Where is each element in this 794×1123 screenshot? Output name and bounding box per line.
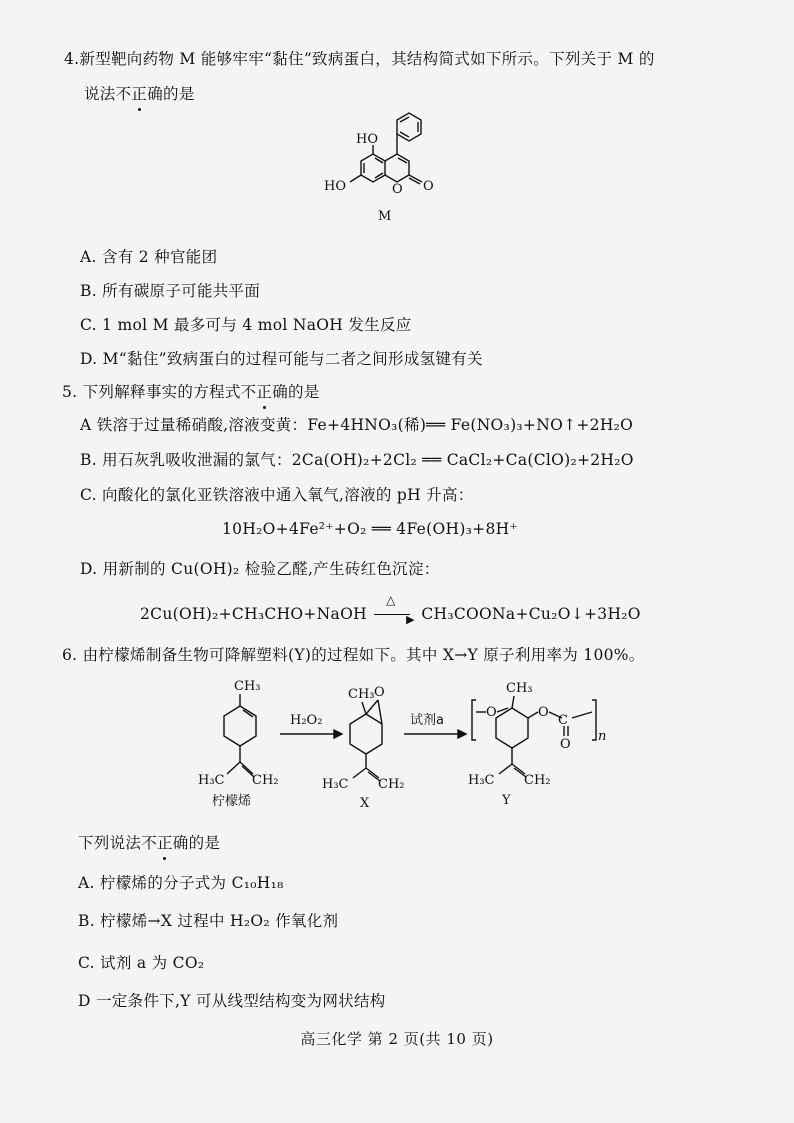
q4-stem-line2 xyxy=(84,83,195,105)
q6-sub-stem xyxy=(78,832,220,854)
q4-option-a: A. 含有 2 种官能团 xyxy=(80,248,218,266)
x-h3c-label: H₃C xyxy=(322,777,349,792)
hydroxyl-label-left: HO xyxy=(324,179,346,194)
ring-oxygen-label: O xyxy=(392,182,403,197)
hydroxyl-label-top: HO xyxy=(356,132,378,147)
epoxide-x-structure xyxy=(322,685,405,811)
y-ch3-label: CH₃ xyxy=(506,681,533,696)
x-ch3-label: CH₃ xyxy=(348,687,375,702)
q4-stem-pre: 说法 xyxy=(84,85,116,103)
q5-option-d-equation xyxy=(140,593,641,626)
q6-sub-stem-pre: 下列说法 xyxy=(78,834,142,852)
q4-option-d: D. M“黏住”致病蛋白的过程可能与二者之间形成氢键有关 xyxy=(80,350,483,368)
reaction-scheme xyxy=(190,678,610,813)
y-name: Y xyxy=(502,793,511,808)
x-oxygen-label: O xyxy=(374,685,385,700)
q5-option-a: A 铁溶于过量稀硝酸,溶液变黄：Fe+4HNO₃(稀)══ Fe(NO₃)₃+NO↑+2H₂O xyxy=(80,416,634,434)
reaction-arrow: △ ▶ xyxy=(372,605,416,625)
page-footer: 高三化学 第 2 页(共 10 页) xyxy=(300,1030,494,1048)
y-carbonyl-c: C xyxy=(558,713,568,728)
reagent-h2o2: H₂O₂ xyxy=(290,713,323,728)
q6-option-a: A. 柠檬烯的分子式为 C₁₀H₁₈ xyxy=(78,874,284,892)
q5-option-d: D. 用新制的 Cu(OH)₂ 检验乙醛,产生砖红色沉淀： xyxy=(80,560,440,578)
reagent-a: 试剂a xyxy=(410,713,444,728)
q5-stem xyxy=(62,381,320,403)
q4-option-c: C. 1 mol M 最多可与 4 mol NaOH 发生反应 xyxy=(80,316,412,334)
pyrone-ring xyxy=(385,154,409,182)
q6-option-b: B. 柠檬烯→X 过程中 H₂O₂ 作氧化剂 xyxy=(78,912,339,930)
q6-option-d: D 一定条件下,Y 可从线型结构变为网状结构 xyxy=(78,992,386,1010)
limonene-name: 柠檬烯 xyxy=(212,794,252,809)
y-ch2-label: CH₂ xyxy=(524,773,551,788)
q6-sub-stem-post: 的是 xyxy=(188,834,221,852)
limonene-h3c-label: H₃C xyxy=(198,773,225,788)
q6-option-c: C. 试剂 a 为 CO₂ xyxy=(78,954,205,972)
q4-option-b: B. 所有碳原子可能共平面 xyxy=(80,282,261,300)
q6-stem: 6. 由柠檬烯制备生物可降解塑料(Y)的过程如下。其中 X→Y 原子利用率为 100%。 xyxy=(62,646,645,664)
q4-stem-line1: 4.新型靶向药物 M 能够牢牢“黏住”致病蛋白，其结构简式如下所示。下列关于 M 的 xyxy=(64,50,655,68)
carbonyl-oxygen-label: O xyxy=(423,179,434,194)
y-h3c-label: H₃C xyxy=(468,773,495,788)
q5-option-b: B. 用石灰乳吸收泄漏的氯气：2Ca(OH)₂+2Cl₂ ══ CaCl₂+Ca(ClO)₂+2H₂O xyxy=(80,451,634,469)
q4-stem-emphasis: 不正确 xyxy=(115,85,164,103)
polymer-y-structure xyxy=(468,681,606,808)
x-ch2-label: CH₂ xyxy=(378,777,405,792)
compound-m-label: M xyxy=(378,209,392,224)
q5-stem-pre: 5. 下列解释事实的方程式 xyxy=(62,383,241,401)
molecule-m-structure xyxy=(310,112,470,232)
q5-eq-left: 2Cu(OH)₂+CH₃CHO+NaOH xyxy=(140,605,367,623)
limonene-ch3-label: CH₃ xyxy=(234,679,261,694)
limonene-structure xyxy=(198,679,279,809)
q5-option-c: C. 向酸化的氯化亚铁溶液中通入氧气,溶液的 pH 升高： xyxy=(80,486,474,504)
y-oxygen-1: O xyxy=(486,705,497,720)
limonene-ch2-label: CH₂ xyxy=(252,773,279,788)
q4-stem-post: 的是 xyxy=(163,85,195,103)
y-repeat-n: n xyxy=(598,729,607,744)
y-oxygen-2: O xyxy=(538,705,549,720)
q5-stem-emphasis: 不正确 xyxy=(240,383,289,401)
heat-symbol: △ xyxy=(386,593,396,607)
q5-stem-post: 的是 xyxy=(288,383,320,401)
q5-option-c-equation: 10H₂O+4Fe²⁺+O₂ ══ 4Fe(OH)₃+8H⁺ xyxy=(222,520,518,538)
x-name: X xyxy=(360,796,370,811)
q5-eq-right: CH₃COONa+Cu₂O↓+3H₂O xyxy=(421,605,641,623)
y-carbonyl-o: O xyxy=(560,737,571,752)
q6-sub-stem-emphasis: 不正确 xyxy=(141,834,189,852)
